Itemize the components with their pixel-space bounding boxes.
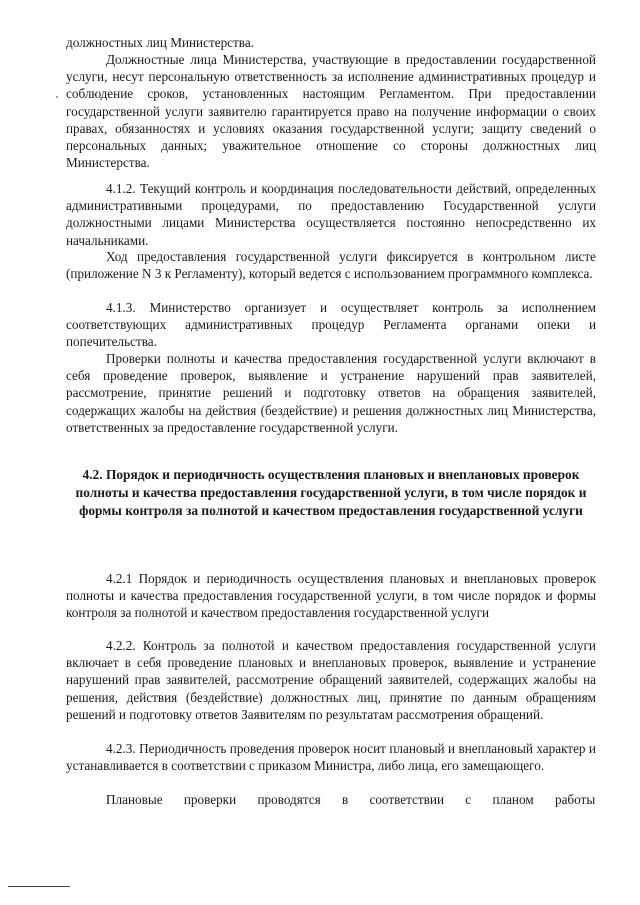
paragraph-4-2-1: 4.2.1 Порядок и периодичность осуществления плановых и внеплановых проверок полноты и качества предоставления государственной услуги, в том числе порядок и формы контроля за полнотой и качеством предоставления государственной услуги <box>66 571 596 621</box>
paragraph-control-sheet: Ход предоставления государственной услуги фиксируется в контрольном листе (приложение N 3 к Регламенту), который ведется с использованием программного комплекса. <box>66 249 596 282</box>
paragraph-4-2-2: 4.2.2. Контроль за полнотой и качеством предоставления государственной услуги включает в себя проведение плановых и внеплановых проверок, выявление и устранение нарушений прав заявителей, рассмотрение обращений заявителей, содержащих жалобы на решения, действия (бездействие) должностных лиц, принятие по данным обращениям решений и подготовку ответов Заявителям по результатам рассмотрения обращений. <box>66 638 596 722</box>
footnote-rule <box>8 886 70 887</box>
paragraph-4-1-2: 4.1.2. Текущий контроль и координация последовательности действий, определенных административными процедурами, по предоставлению Государственной услуги должностными лицами Министерства осуществляется постоянно непосредственно их начальниками. <box>66 181 596 248</box>
paragraph-4-1-3: 4.1.3. Министерство организует и осуществляет контроль за исполнением соответствующих административных процедур Регламента органами опеки и попечительства. <box>66 300 596 350</box>
section-heading-4-2: 4.2. Порядок и периодичность осуществления плановых и внеплановых проверок полноты и качества предоставления государственной услуги, в том числе порядок и формы контроля за полнотой и качеством предоставления государственной услуги <box>75 467 587 518</box>
scan-speck <box>56 96 58 98</box>
paragraph-continuation: должностных лиц Министерства. <box>66 35 254 50</box>
paragraph-4-2-3: 4.2.3. Периодичность проведения проверок носит плановый и внеплановый характер и устанавливается в соответствии с приказом Министра, либо лица, его замещающего. <box>66 741 596 774</box>
paragraph-responsibility: Должностные лица Министерства, участвующие в предоставлении государственной услуги, несут персональную ответственность за исполнение административных процедур и соблюдение сроков, установленных настоящим Регламентом. При предоставлении государственной услуги заявителю гарантируется право на получение информации о своих правах, обязанностях и условиях оказания государственной услуги; защиту сведений о персональных данных; уважительное отношение со стороны должностных лиц Министерства. <box>66 52 596 171</box>
paragraph-checks: Проверки полноты и качества предоставления государственной услуги включают в себя проведение проверок, выявление и устранение нарушений прав заявителей, рассмотрение, принятие решений и подготовку ответов на обращения заявителей, содержащих жалобы на действия (бездействие) и решения должностных лиц Министерства, ответственных за предоставление государственной услуги. <box>66 351 596 435</box>
paragraph-planned-checks: Плановые проверки проводятся в соответствии с планом работы <box>106 792 596 807</box>
